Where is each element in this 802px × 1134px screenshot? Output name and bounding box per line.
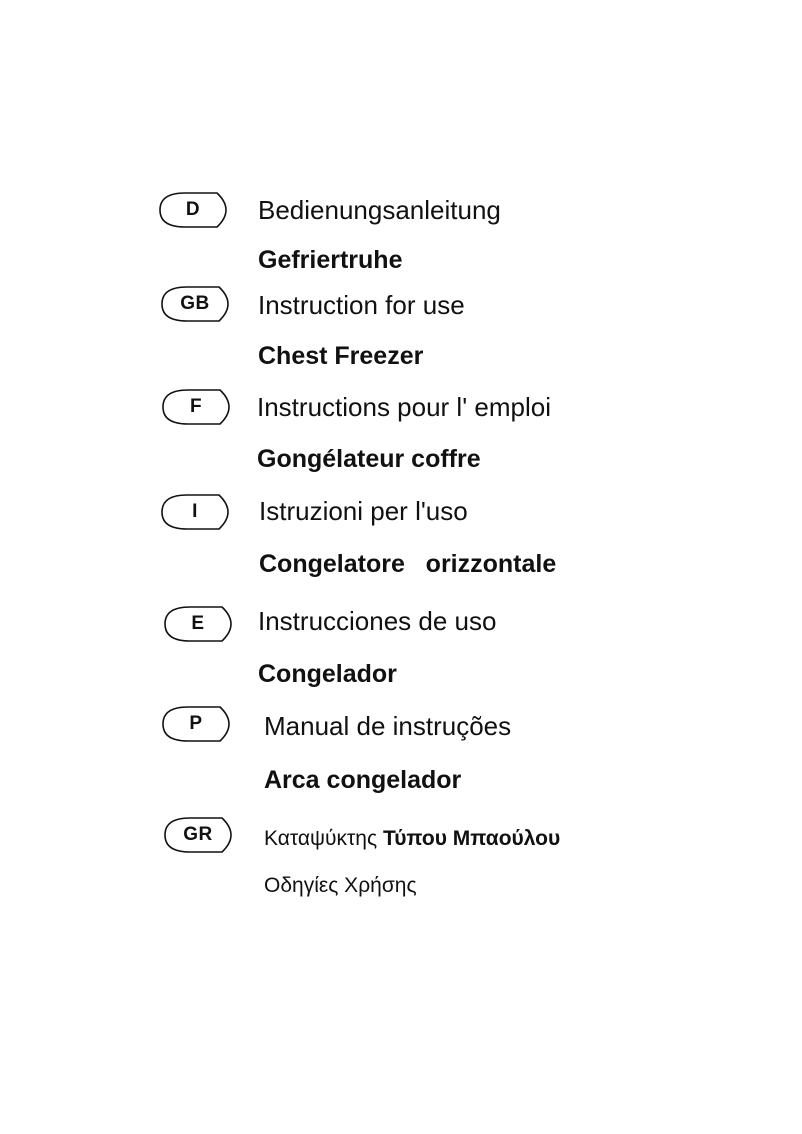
language-code: GR: [183, 824, 213, 845]
title-gr: [264, 827, 560, 851]
language-code: D: [185, 199, 201, 220]
title-e: Instrucciones de uso: [258, 606, 497, 636]
language-code: GB: [180, 293, 210, 314]
title-f: Instructions pour l' emploi: [257, 392, 551, 422]
title-gb: Instruction for use: [258, 290, 465, 320]
product-p: Arca congelador: [264, 766, 462, 794]
product-f: Gongélateur coffre: [257, 445, 481, 473]
title-d: Bedienungsanleitung: [258, 195, 501, 225]
title-i: Istruzioni per l'uso: [259, 496, 468, 526]
product-d: Gefriertruhe: [258, 246, 403, 274]
language-badge-i: [159, 492, 239, 532]
language-badge-d: [157, 190, 237, 230]
language-code: I: [192, 501, 198, 522]
product-e: Congelador: [258, 660, 397, 688]
product-gb: Chest Freezer: [258, 342, 424, 370]
language-badge-p: [160, 704, 240, 744]
language-code: P: [189, 713, 203, 734]
product-gr: Οδηγίες Χρήσης: [264, 874, 417, 897]
title-gr-bold: Τύπου Μπαούλου: [382, 827, 561, 850]
title-gr-regular: Καταψύκτης: [264, 827, 378, 850]
language-badge-e: [162, 604, 242, 644]
language-badge-gb: [159, 284, 239, 324]
language-code: F: [189, 396, 203, 417]
product-i: Congelatore orizzontale: [259, 550, 557, 578]
language-badge-f: [160, 387, 240, 427]
language-badge-gr: [162, 815, 242, 855]
language-code: E: [191, 613, 205, 634]
title-p: Manual de instruções: [264, 711, 512, 741]
